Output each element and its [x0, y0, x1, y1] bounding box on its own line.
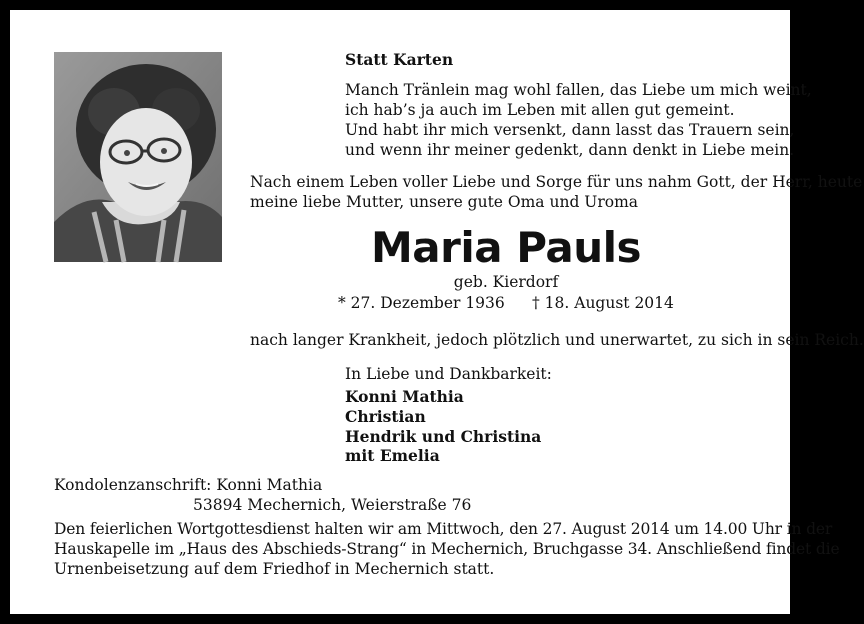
mourner-name: Christian	[345, 407, 426, 426]
after-name-line: nach langer Krankheit, jedoch plötzlich und unerwartet, zu sich in sein Reich.	[250, 331, 864, 349]
intro-line: Nach einem Leben voller Liebe und Sorge für uns nahm Gott, der Herr, heute	[250, 173, 863, 191]
death-date: † 18. August 2014	[532, 294, 674, 312]
obituary-card	[10, 10, 864, 614]
portrait-photo	[54, 52, 222, 262]
birth-name: geb. Kierdorf	[453, 273, 559, 291]
deceased-name: Maria Pauls	[370, 223, 641, 272]
mourner-name: Hendrik und Christina	[345, 427, 542, 446]
service-line: Den feierlichen Wortgottesdienst halten wir am Mittwoch, den 27. August 2014 um 14.00 Uhr in der	[54, 520, 833, 538]
service-line: Urnenbeisetzung auf dem Friedhof in Mechernich statt.	[54, 560, 495, 578]
heading-statt-karten: Statt Karten	[345, 50, 454, 69]
intro-line: meine liebe Mutter, unsere gute Oma und Uroma	[250, 193, 639, 211]
condolence-label: Kondolenzanschrift: Konni Mathia	[54, 476, 323, 494]
poem-line: Und habt ihr mich versenkt, dann lasst das Trauern sein,	[345, 121, 795, 139]
poem-line: und wenn ihr meiner gedenkt, dann denkt in Liebe mein.	[345, 141, 795, 159]
service-line: Hauskapelle im „Haus des Abschieds-Strang“ in Mechernich, Bruchgasse 34. Anschließend findet die	[54, 540, 840, 558]
mourner-name: mit Emelia	[345, 446, 440, 465]
poem-line: ich hab’s ja auch im Leben mit allen gut gemeint.	[345, 101, 735, 119]
birth-date: * 27. Dezember 1936	[338, 294, 505, 312]
grief-line: In Liebe und Dankbarkeit:	[345, 365, 552, 383]
mourner-name: Konni Mathia	[345, 387, 464, 406]
poem-line: Manch Tränlein mag wohl fallen, das Liebe um mich weint,	[345, 81, 812, 99]
condolence-address: 53894 Mechernich, Weierstraße 76	[193, 496, 472, 514]
